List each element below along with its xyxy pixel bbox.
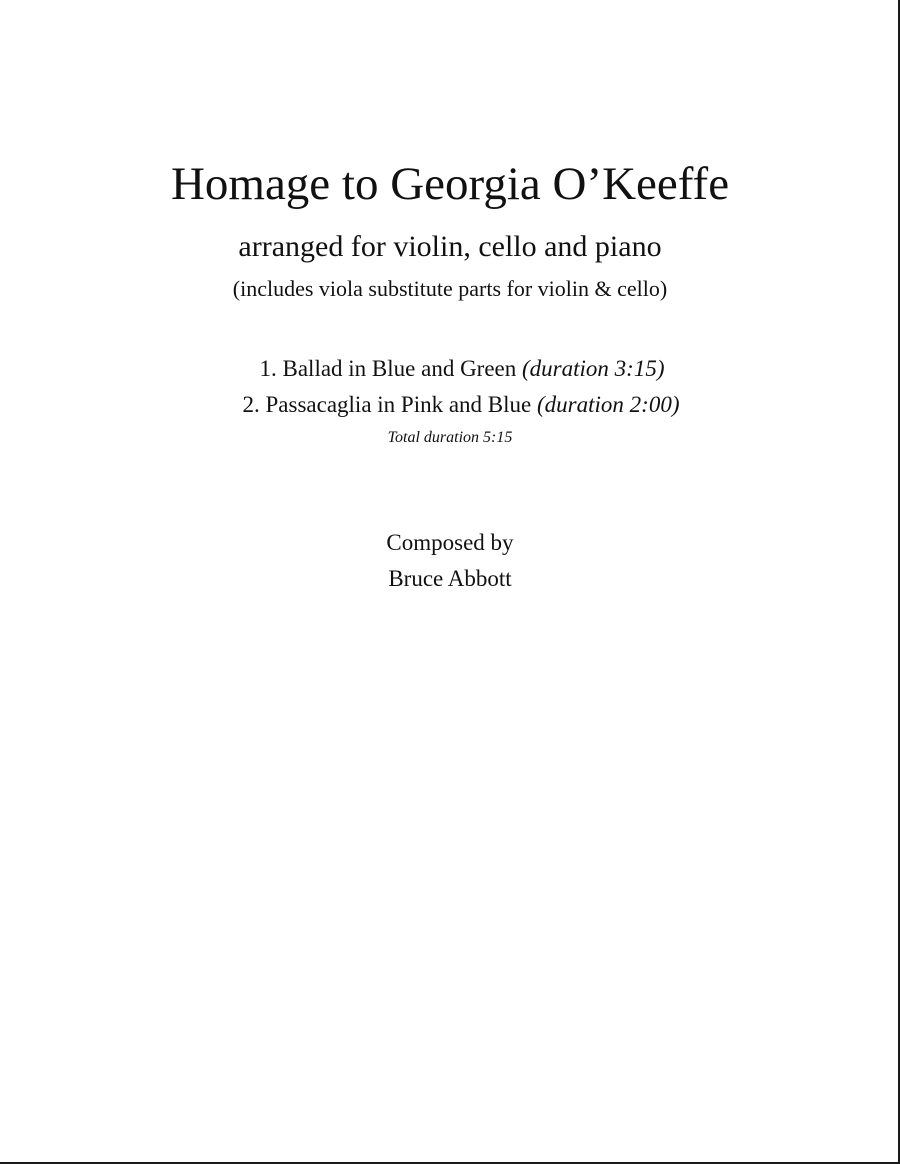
movement-item — [0, 390, 900, 420]
movement-duration: (duration 2:00) — [537, 392, 680, 417]
composer-name: Bruce Abbott — [388, 566, 512, 591]
movement-label: 2. Passacaglia in Pink and Blue — [242, 392, 532, 417]
movement-label: 1. Ballad in Blue and Green — [259, 356, 517, 381]
composer-label: Composed by — [386, 530, 514, 555]
movement-item — [0, 354, 900, 384]
movement-duration: (duration 3:15) — [522, 356, 665, 381]
viola-parts-note: (includes viola substitute parts for violin & cello) — [232, 276, 668, 301]
total-duration: Total duration 5:15 — [387, 429, 513, 446]
page-title: Homage to Georgia O’Keeffe — [170, 158, 730, 210]
instrumentation-subtitle: arranged for violin, cello and piano — [238, 230, 662, 263]
